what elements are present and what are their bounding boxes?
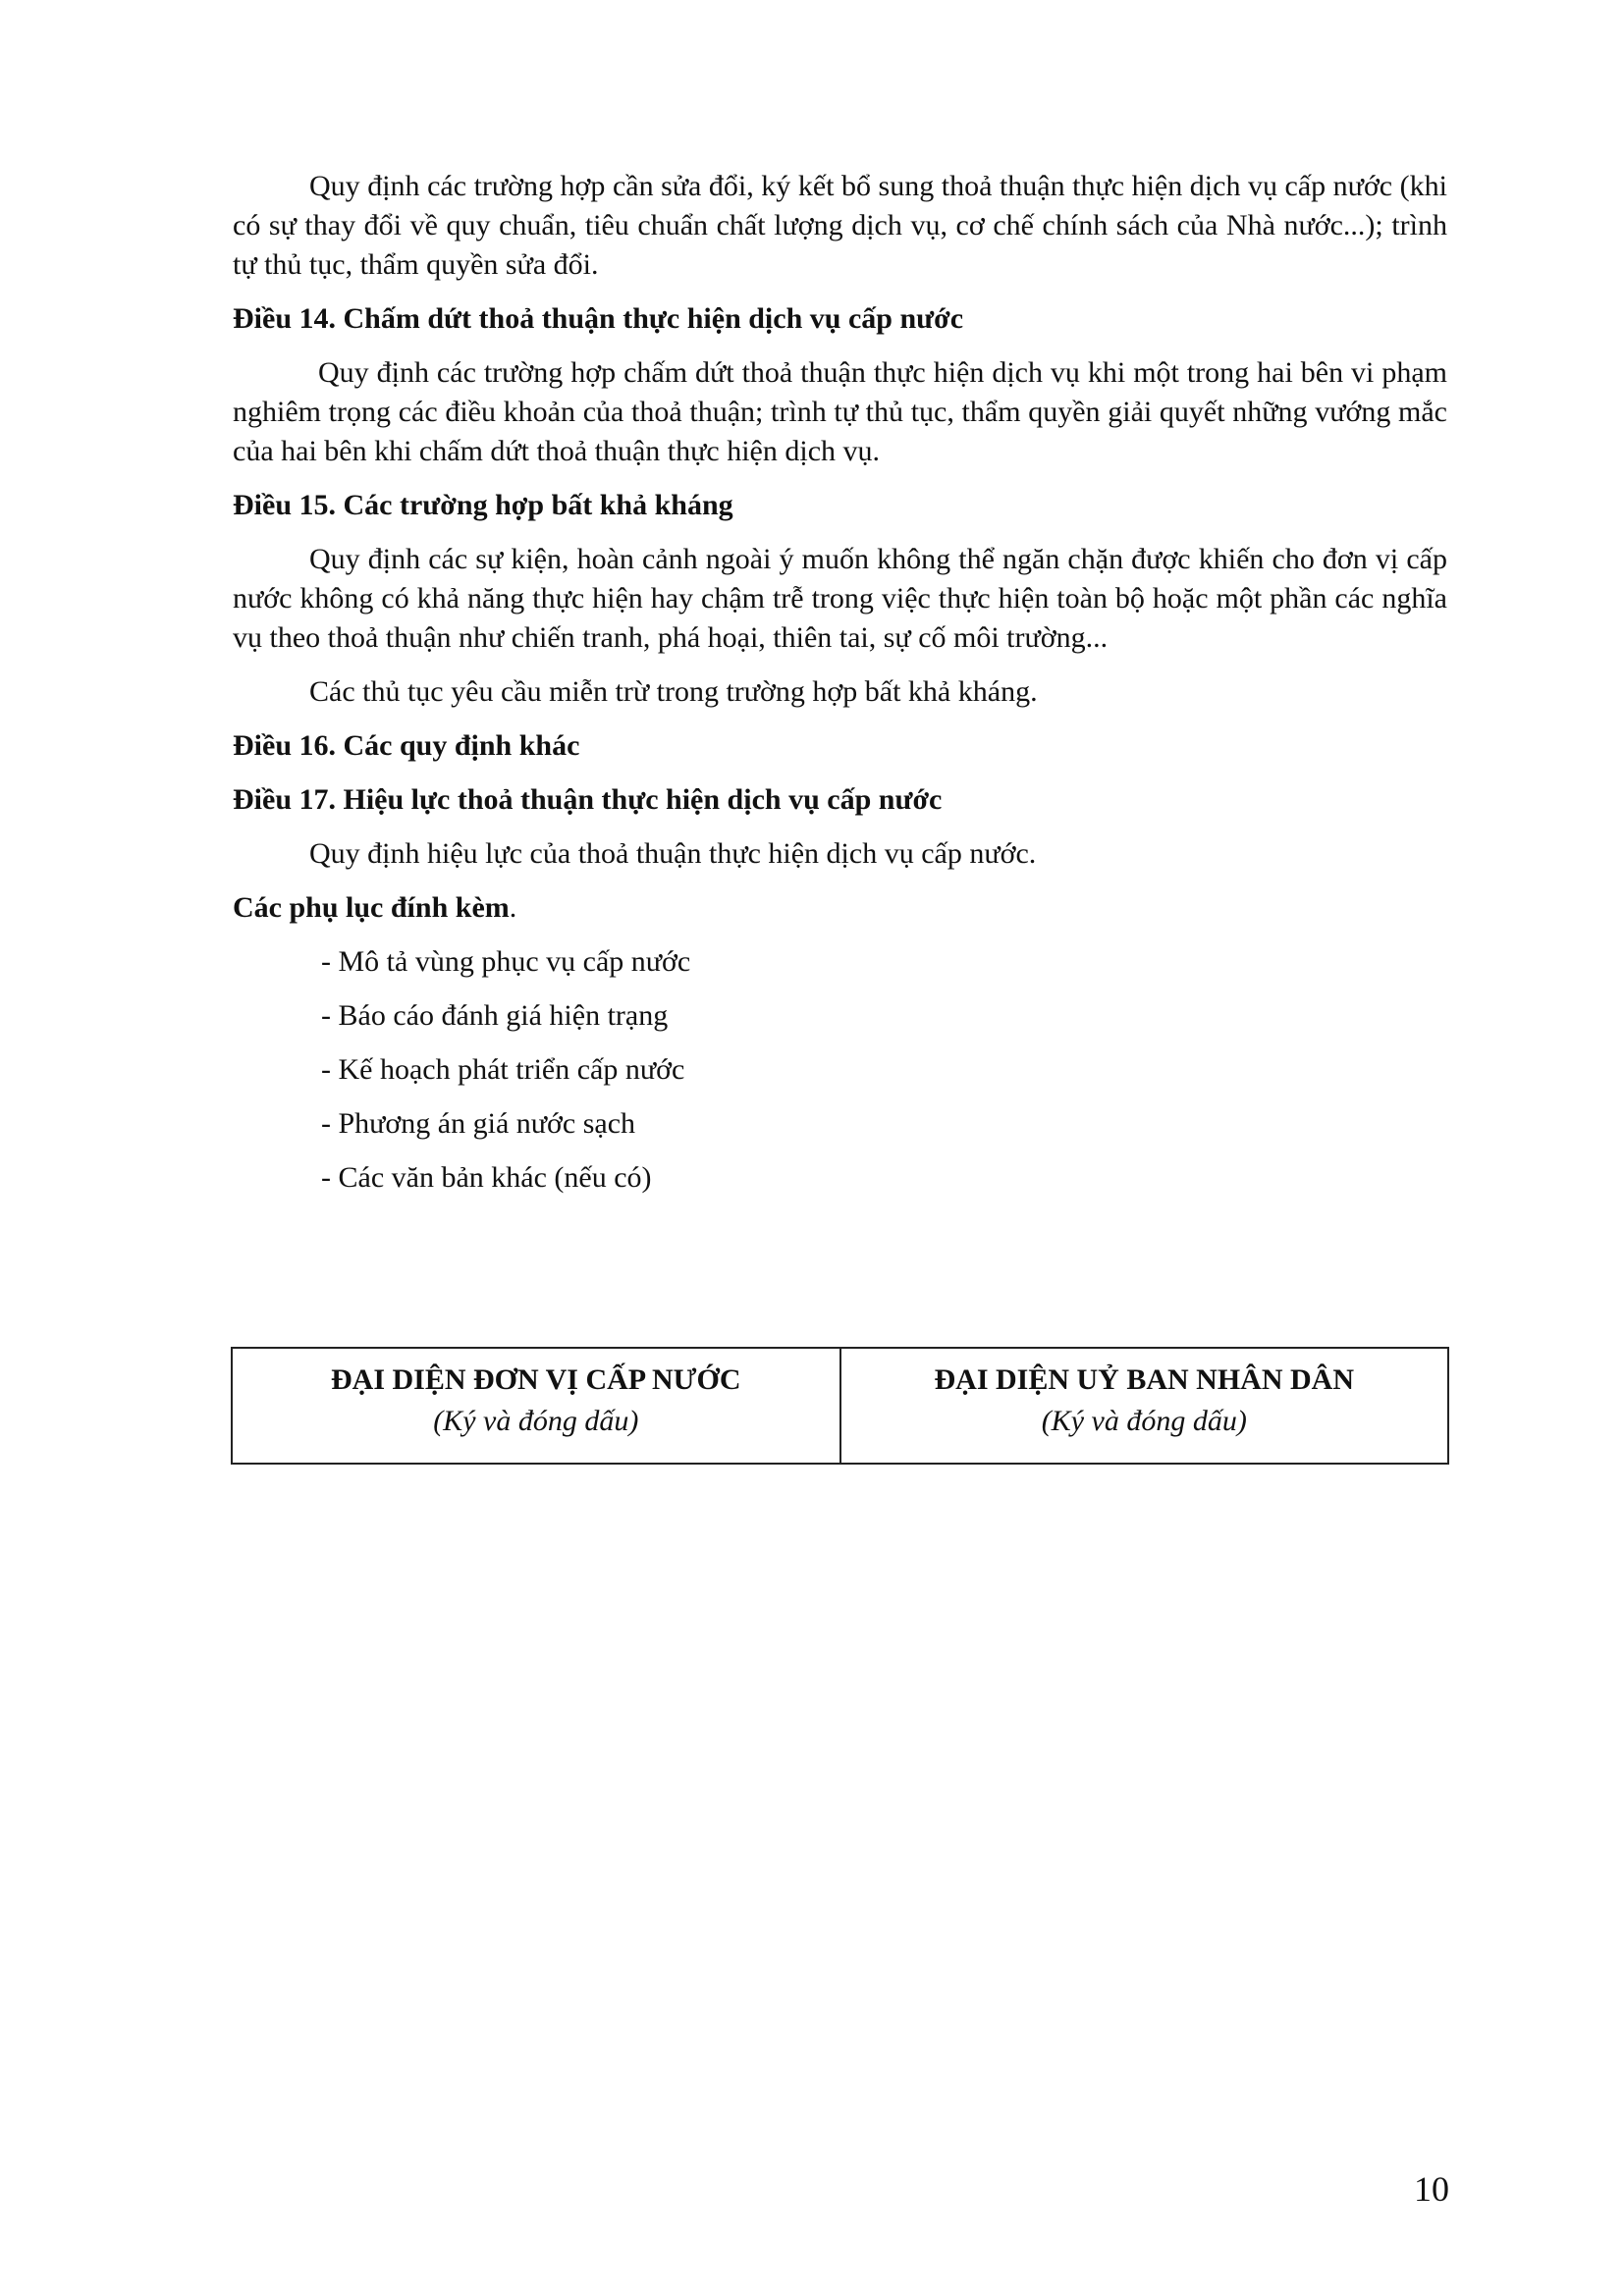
appendix-item: - Báo cáo đánh giá hiện trạng (321, 999, 669, 1032)
signature-title-water-supplier: ĐẠI DIỆN ĐƠN VỊ CẤP NƯỚC (330, 1363, 741, 1396)
paragraph-amendment: Quy định các trường hợp cần sửa đổi, ký kết bổ sung thoả thuận thực hiện dịch vụ cấp nước (khi có sự thay đổi về quy chuẩn, tiêu chuẩn chất lượng dịch vụ, cơ chế chính sách của Nhà nước...); trình tự thủ tục, thẩm quyền sửa đổi. (233, 170, 1447, 281)
document-body (233, 167, 1447, 1212)
article-14-heading: Điều 14. Chấm dứt thoả thuận thực hiện dịch vụ cấp nước (233, 302, 964, 335)
paragraph-article-17: Quy định hiệu lực của thoả thuận thực hiện dịch vụ cấp nước. (309, 837, 1037, 870)
paragraph-article-15-b: Các thủ tục yêu cầu miễn trừ trong trường hợp bất khả kháng. (309, 675, 1038, 708)
article-15-heading: Điều 15. Các trường hợp bất khả kháng (233, 489, 733, 521)
appendix-item: - Phương án giá nước sạch (321, 1107, 636, 1140)
appendix-heading-text: Các phụ lục đính kèm (233, 891, 510, 924)
paragraph-article-14: Quy định các trường hợp chấm dứt thoả thuận thực hiện dịch vụ khi một trong hai bên vi phạm nghiêm trọng các điều khoản của thoả thuận; trình tự thủ tục, thẩm quyền giải quyết những vướng mắc của hai bên khi chấm dứt thoả thuận thực hiện dịch vụ. (233, 356, 1447, 467)
signature-note-peoples-committee: (Ký và đóng dấu) (1041, 1405, 1247, 1437)
paragraph-article-15-a: Quy định các sự kiện, hoàn cảnh ngoài ý muốn không thể ngăn chặn được khiến cho đơn vị cấp nước không có khả năng thực hiện hay chậm trễ trong việc thực hiện toàn bộ hoặc một phần các nghĩa vụ theo thoả thuận như chiến tranh, phá hoại, thiên tai, sự cố môi trường... (233, 543, 1447, 654)
page-number: 10 (1414, 2169, 1449, 2209)
appendix-heading (233, 888, 1447, 928)
appendix-item: - Các văn bản khác (nếu có) (321, 1161, 652, 1194)
signature-note-water-supplier: (Ký và đóng dấu) (433, 1405, 639, 1437)
appendix-item: - Mô tả vùng phục vụ cấp nước (321, 945, 691, 978)
appendix-item: - Kế hoạch phát triển cấp nước (321, 1053, 685, 1086)
article-17-heading: Điều 17. Hiệu lực thoả thuận thực hiện dịch vụ cấp nước (233, 783, 943, 816)
article-16-heading: Điều 16. Các quy định khác (233, 729, 580, 762)
signature-table (231, 1347, 1449, 1465)
signature-title-peoples-committee: ĐẠI DIỆN UỶ BAN NHÂN DÂN (934, 1363, 1354, 1396)
signature-cell-peoples-committee (840, 1348, 1449, 1464)
appendix-list (233, 942, 1447, 1198)
appendix-heading-period: . (509, 891, 517, 924)
signature-cell-water-supplier (232, 1348, 840, 1464)
